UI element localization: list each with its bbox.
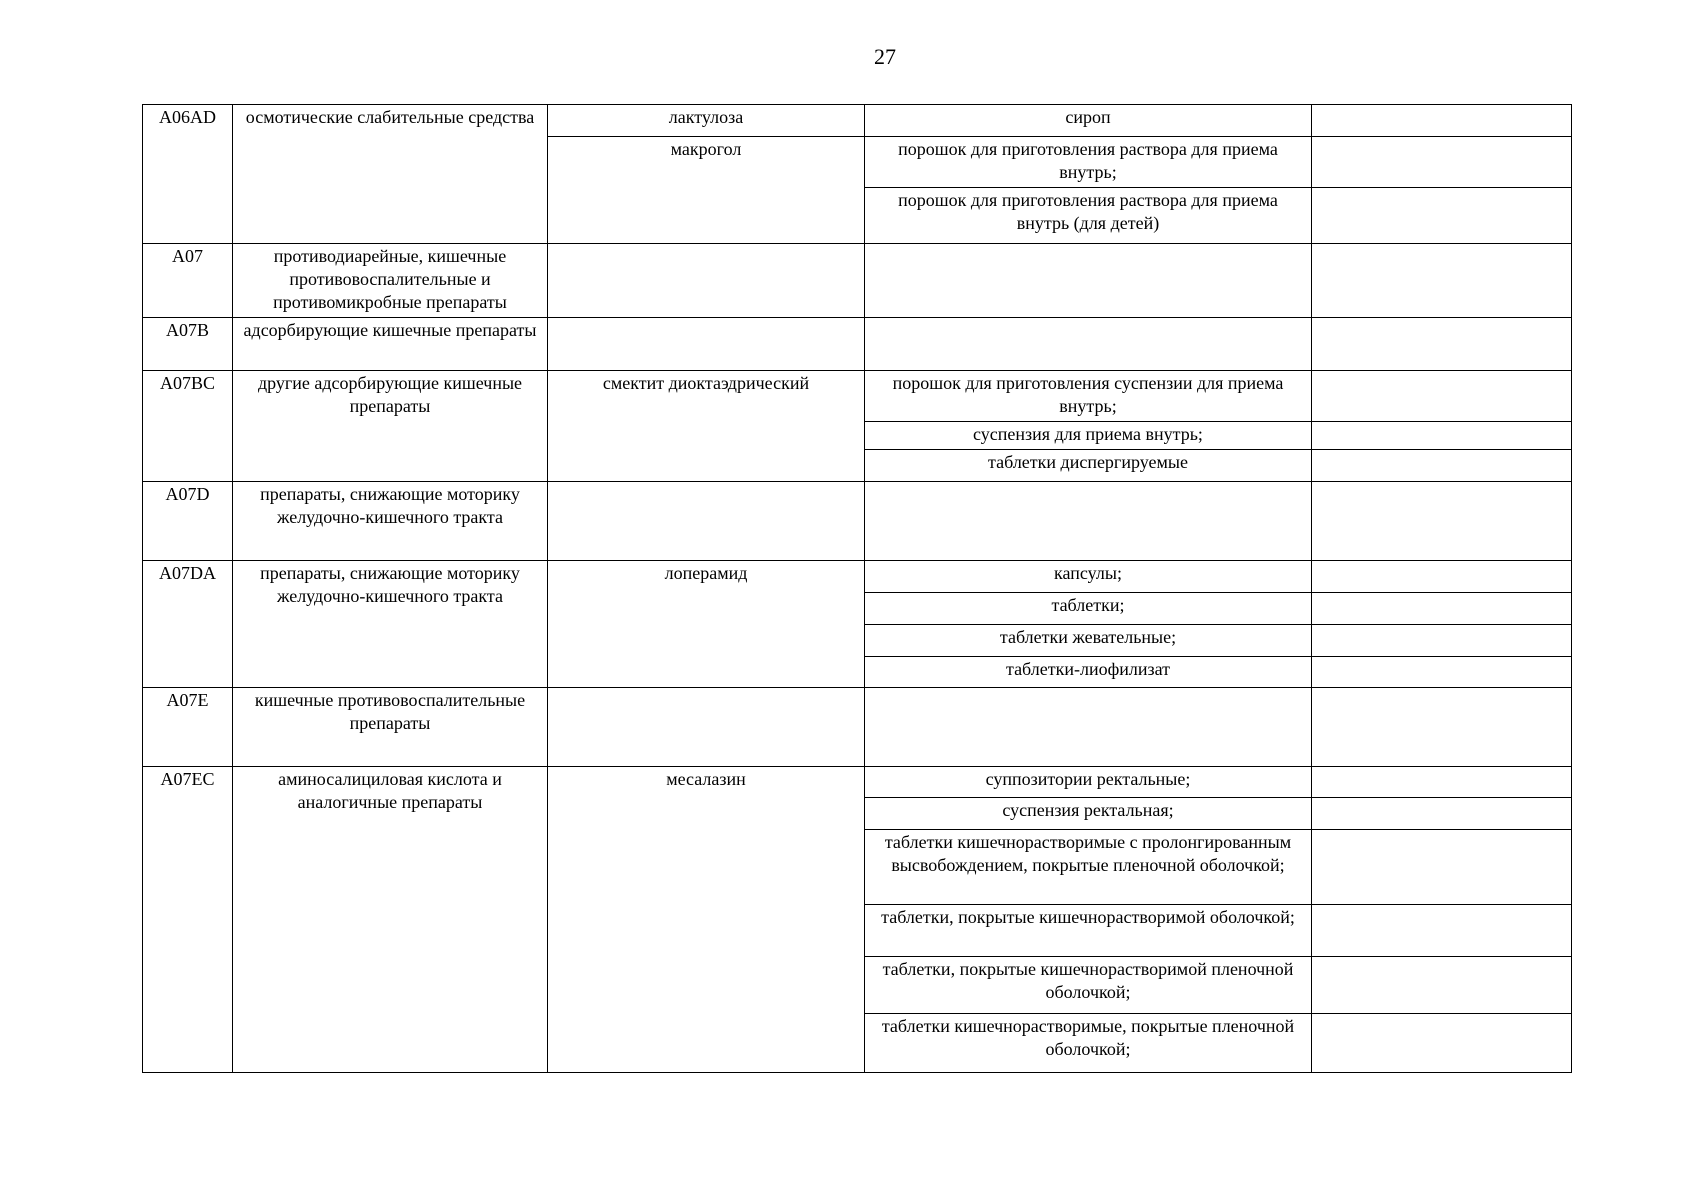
dosage-form-cell: порошок для приготовления раствора для приема внутрь (для детей) xyxy=(865,188,1312,244)
empty-cell xyxy=(1312,767,1572,798)
atc-code-cell: A07BC xyxy=(143,371,233,482)
atc-code-cell: A07 xyxy=(143,244,233,318)
dosage-form-cell: таблетки, покрытые кишечнорастворимой оболочкой; xyxy=(865,905,1312,957)
empty-cell xyxy=(1312,450,1572,482)
dosage-form-cell: таблетки кишечнорастворимые, покрытые пленочной оболочкой; xyxy=(865,1014,1312,1073)
page-number: 27 xyxy=(874,44,896,69)
table-row xyxy=(143,105,1572,137)
empty-cell xyxy=(1312,798,1572,830)
drug-name-cell: лоперамид xyxy=(548,561,865,688)
empty-cell xyxy=(865,318,1312,371)
empty-cell xyxy=(1312,371,1572,422)
atc-code-cell: A07EC xyxy=(143,767,233,1073)
group-name-cell: аминосалициловая кислота и аналогичные препараты xyxy=(233,767,548,1073)
empty-cell xyxy=(1312,1014,1572,1073)
dosage-form-cell: сироп xyxy=(865,105,1312,137)
dosage-form-cell: таблетки диспергируемые xyxy=(865,450,1312,482)
dosage-form-cell: суппозитории ректальные; xyxy=(865,767,1312,798)
group-name-cell: противодиарейные, кишечные противовоспалительные и противомикробные препараты xyxy=(233,244,548,318)
empty-cell xyxy=(548,244,865,318)
dosage-form-cell: капсулы; xyxy=(865,561,1312,593)
empty-cell xyxy=(1312,422,1572,450)
empty-cell xyxy=(1312,957,1572,1014)
group-name-cell: другие адсорбирующие кишечные препараты xyxy=(233,371,548,482)
empty-cell xyxy=(548,482,865,561)
dosage-form-cell: порошок для приготовления суспензии для приема внутрь; xyxy=(865,371,1312,422)
empty-cell xyxy=(1312,561,1572,593)
group-name-cell: препараты, снижающие моторику желудочно-кишечного тракта xyxy=(233,561,548,688)
group-name-cell: кишечные противовоспалительные препараты xyxy=(233,688,548,767)
empty-cell xyxy=(1312,905,1572,957)
group-name-cell: препараты, снижающие моторику желудочно-кишечного тракта xyxy=(233,482,548,561)
empty-cell xyxy=(548,318,865,371)
drug-name-cell: макрогол xyxy=(548,137,865,244)
empty-cell xyxy=(1312,482,1572,561)
table-row xyxy=(143,561,1572,593)
table-row xyxy=(143,767,1572,798)
drug-table xyxy=(142,104,1572,1073)
drug-name-cell: смектит диоктаэдрический xyxy=(548,371,865,482)
table-row xyxy=(143,318,1572,371)
dosage-form-cell: таблетки, покрытые кишечнорастворимой пленочной оболочкой; xyxy=(865,957,1312,1014)
dosage-form-cell: таблетки жевательные; xyxy=(865,625,1312,657)
empty-cell xyxy=(1312,625,1572,657)
dosage-form-cell: порошок для приготовления раствора для приема внутрь; xyxy=(865,137,1312,188)
table-row xyxy=(143,482,1572,561)
dosage-form-cell: суспензия для приема внутрь; xyxy=(865,422,1312,450)
empty-cell xyxy=(1312,137,1572,188)
empty-cell xyxy=(548,688,865,767)
empty-cell xyxy=(1312,688,1572,767)
empty-cell xyxy=(865,688,1312,767)
empty-cell xyxy=(1312,188,1572,244)
empty-cell xyxy=(865,482,1312,561)
drug-name-cell: лактулоза xyxy=(548,105,865,137)
empty-cell xyxy=(1312,318,1572,371)
empty-cell xyxy=(865,244,1312,318)
table-row xyxy=(143,371,1572,422)
atc-code-cell: A06AD xyxy=(143,105,233,244)
dosage-form-cell: таблетки кишечнорастворимые с пролонгированным высвобождением, покрытые пленочной оболочкой; xyxy=(865,830,1312,905)
table-row xyxy=(143,688,1572,767)
empty-cell xyxy=(1312,657,1572,688)
group-name-cell: осмотические слабительные средства xyxy=(233,105,548,244)
atc-code-cell: A07DA xyxy=(143,561,233,688)
atc-code-cell: A07E xyxy=(143,688,233,767)
drug-name-cell: месалазин xyxy=(548,767,865,1073)
empty-cell xyxy=(1312,593,1572,625)
table-row xyxy=(143,244,1572,318)
dosage-form-cell: таблетки-лиофилизат xyxy=(865,657,1312,688)
empty-cell xyxy=(1312,244,1572,318)
dosage-form-cell: суспензия ректальная; xyxy=(865,798,1312,830)
empty-cell xyxy=(1312,830,1572,905)
atc-code-cell: A07B xyxy=(143,318,233,371)
dosage-form-cell: таблетки; xyxy=(865,593,1312,625)
atc-code-cell: A07D xyxy=(143,482,233,561)
group-name-cell: адсорбирующие кишечные препараты xyxy=(233,318,548,371)
empty-cell xyxy=(1312,105,1572,137)
